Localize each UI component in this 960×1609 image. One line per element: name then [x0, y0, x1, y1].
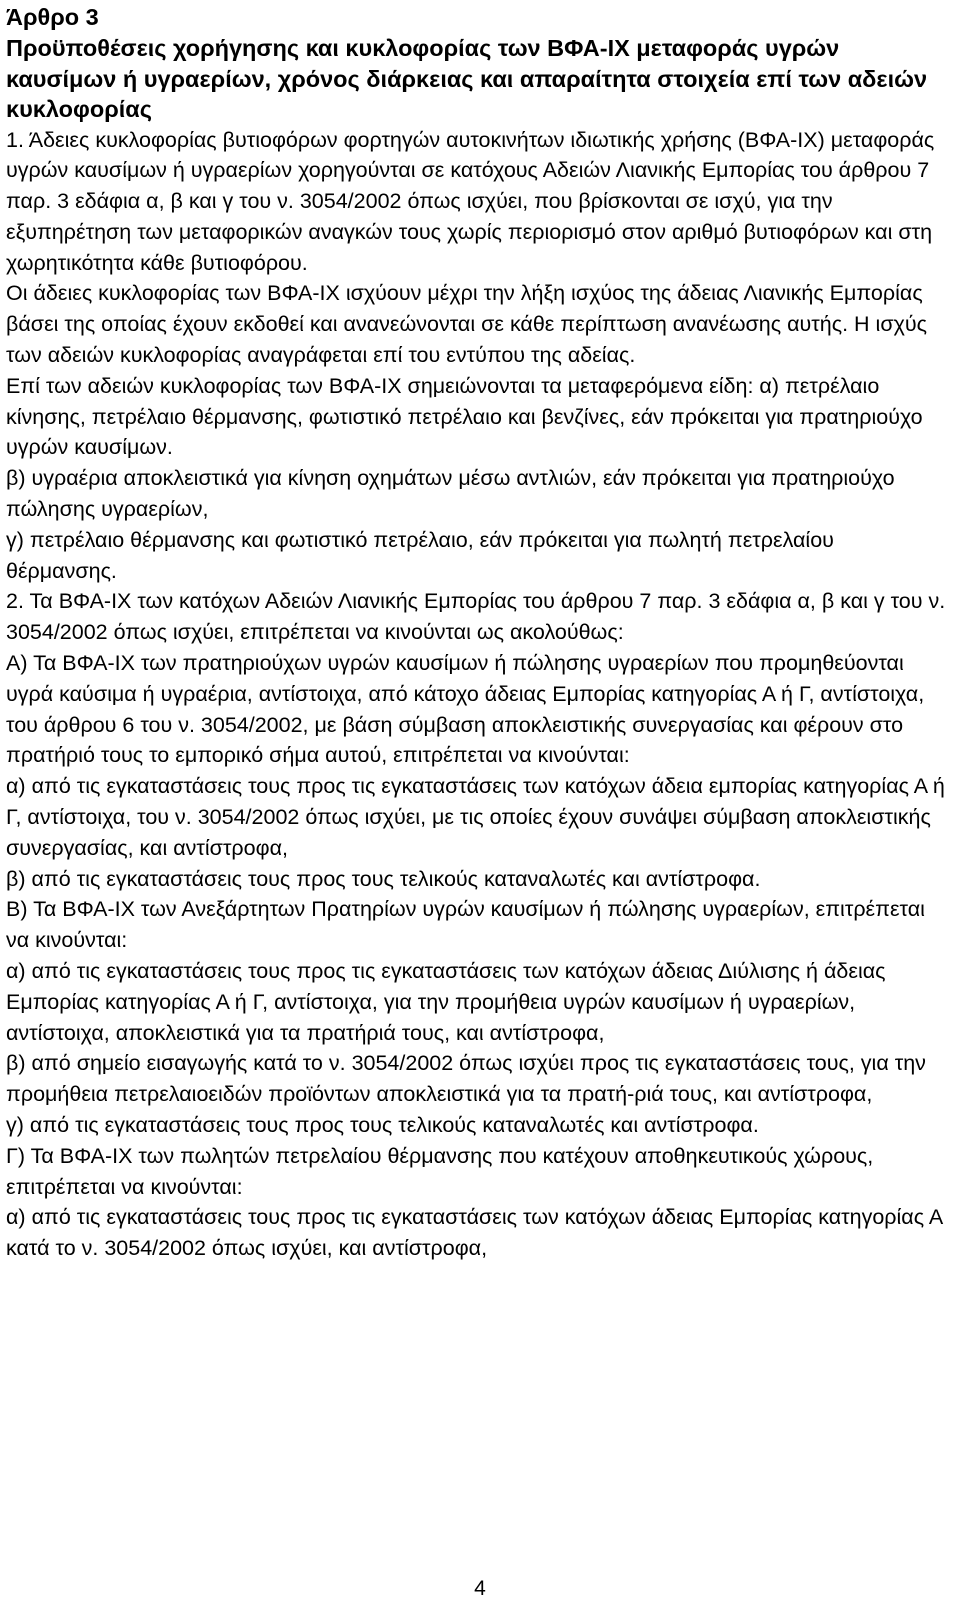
paragraph-15: α) από τις εγκαταστάσεις τους προς τις εγκαταστάσεις των κατόχων άδειας Εμπορίας κατηγορίας Α κατά το ν. 3054/2002 όπως ισχύει, και αντίστροφα,: [6, 1205, 943, 1261]
paragraph-12: β) από σημείο εισαγωγής κατά το ν. 3054/2002 όπως ισχύει προς τις εγκαταστάσεις τους, για την προμήθεια πετρελαιοειδών προϊόντων αποκλειστικά για τα πρατή-ριά τους, και αντίστροφα,: [6, 1051, 926, 1107]
paragraph-9: β) από τις εγκαταστάσεις τους προς τους τελικούς καταναλωτές και αντίστροφα.: [6, 866, 761, 891]
paragraph-1: 1. Άδειες κυκλοφορίας βυτιοφόρων φορτηγών αυτοκινήτων ιδιωτικής χρήσης (ΒΦΑ-ΙΧ) μεταφοράς υγρών καυσίμων ή υγραερίων χορηγούνται σε κατόχους Αδειών Λιανικής Εμπορίας του άρθρου 7 παρ. 3 εδάφια α, β και γ του ν. 3054/2002 όπως ισχύει, που βρίσκονται σε ισχύ, για την εξυπηρέτηση των μεταφορικών αναγκών τους χωρίς περιορισμό στον αριθμό βυτιοφόρων και στη χωρητικότητα κάθε βυτιοφόρου.: [6, 127, 935, 275]
article-body: [6, 2, 946, 1264]
paragraph-3: Επί των αδειών κυκλοφορίας των ΒΦΑ-ΙΧ σημειώνονται τα μεταφερόμενα είδη: α) πετρέλαιο κίνησης, πετρέλαιο θέρμανσης, φωτιστικό πετρέλαιο και βενζίνες, εάν πρόκειται για πρατηριούχο υγρών καυσίμων.: [6, 373, 923, 460]
page-number: 4: [474, 1577, 486, 1600]
paragraph-10: Β) Τα ΒΦΑ-ΙΧ των Ανεξάρτητων Πρατηρίων υγρών καυσίμων ή πώλησης υγραερίων, επιτρέπεται να κινούνται:: [6, 897, 925, 953]
paragraph-11: α) από τις εγκαταστάσεις τους προς τις εγκαταστάσεις των κατόχων άδειας Διύλισης ή άδειας Εμπορίας κατηγορίας Α ή Γ, αντίστοιχα, για την προμήθεια υγρών καυσίμων ή υγραερίων, αντίστοιχα, αποκλειστικά για τα πρατήριά τους, και αντίστροφα,: [6, 959, 886, 1045]
article-subtitle: Προϋποθέσεις χορήγησης και κυκλοφορίας των ΒΦΑ-ΙΧ μεταφοράς υγρών καυσίμων ή υγραερίων, χρόνος διάρκειας και απαραίτητα στοιχεία επί των αδειών κυκλοφορίας: [6, 35, 928, 122]
paragraph-13: γ) από τις εγκαταστάσεις τους προς τους τελικούς καταναλωτές και αντίστροφα.: [6, 1113, 759, 1137]
paragraph-8: α) από τις εγκαταστάσεις τους προς τις εγκαταστάσεις των κατόχων άδεια εμπορίας κατηγορίας Α ή Γ, αντίστοιχα, του ν. 3054/2002 όπως ισχύει, με τις οποίες έχουν συνάψει σύμβαση αποκλειστικής συνεργασίας, και αντίστροφα,: [6, 774, 945, 860]
paragraph-6: 2. Τα ΒΦΑ-ΙΧ των κατόχων Αδειών Λιανικής Εμπορίας του άρθρου 7 παρ. 3 εδάφια α, β και γ του ν. 3054/2002 όπως ισχύει, επιτρέπεται να κινούνται ως ακολούθως:: [6, 589, 946, 645]
paragraph-7: Α) Τα ΒΦΑ-ΙΧ των πρατηριούχων υγρών καυσίμων ή πώλησης υγραερίων που προμηθεύονται υγρά καύσιμα ή υγραέρια, αντίστοιχα, από κάτοχο άδειας Εμπορίας κατηγορίας Α ή Γ, αντίστοιχα, του άρθρου 6 του ν. 3054/2002, με βάση σύμβαση αποκλειστικής συνεργασίας και φέρουν στο πρατήριό τους το εμπορικό σήμα αυτού, επιτρέπεται να κινούνται:: [6, 651, 925, 768]
paragraph-2: Οι άδειες κυκλοφορίας των ΒΦΑ-ΙΧ ισχύουν μέχρι την λήξη ισχύος της άδειας Λιανικής Εμπορίας βάσει της οποίας έχουν εκδοθεί και ανανεώνονται σε κάθε περίπτωση ανανέωσης αυτής. Η ισχύς των αδειών κυκλοφορίας αναγράφεται επί του εντύπου της αδείας.: [6, 281, 927, 368]
paragraph-14: Γ) Τα ΒΦΑ-ΙΧ των πωλητών πετρελαίου θέρμανσης που κατέχουν αποθηκευτικούς χώρους, επιτρέπεται να κινούνται:: [6, 1143, 874, 1199]
paragraph-4: β) υγραέρια αποκλειστικά για κίνηση οχημάτων μέσω αντλιών, εάν πρόκειται για πρατηριούχο πώλησης υγραερίων,: [6, 466, 895, 522]
article-title: Άρθρο 3: [6, 4, 99, 30]
paragraph-5: γ) πετρέλαιο θέρμανσης και φωτιστικό πετρέλαιο, εάν πρόκειται για πωλητή πετρελαίου θέρμανσης.: [6, 527, 834, 583]
